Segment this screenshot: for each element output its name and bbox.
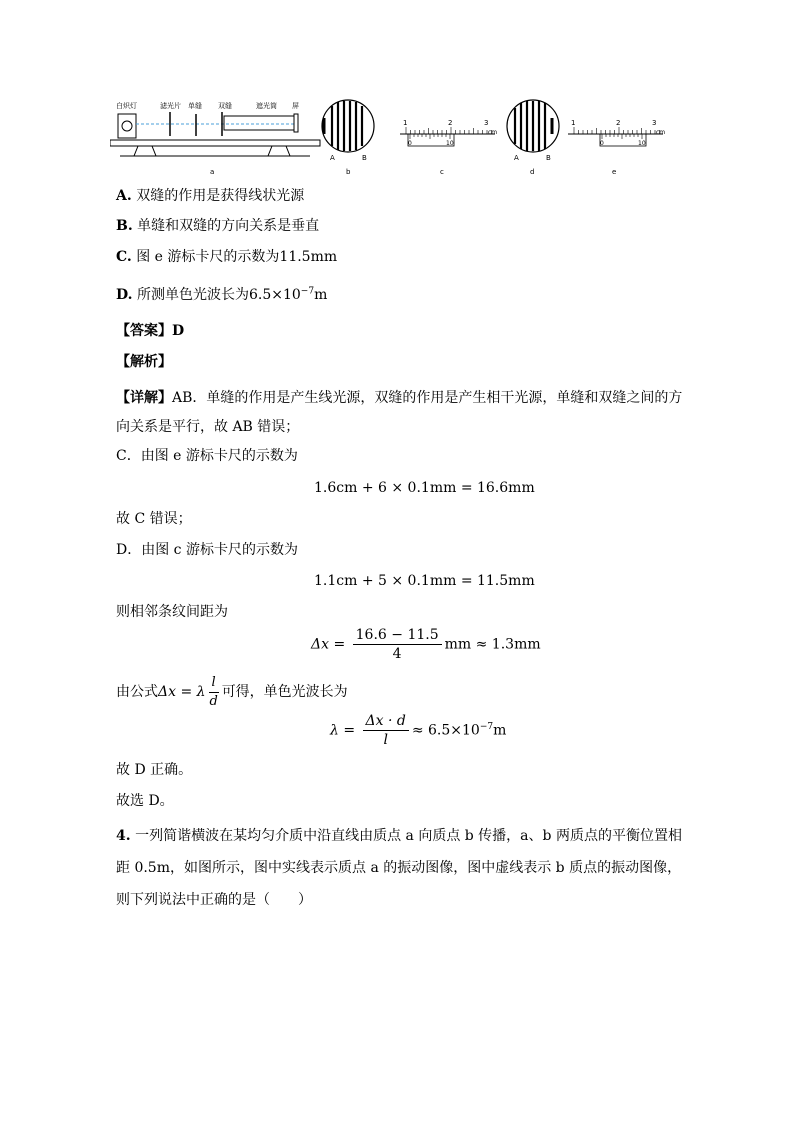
svg-text:2: 2 [616,119,621,127]
c-equation: 1.6cm + 6 × 0.1mm = 16.6mm [314,480,535,496]
figure-b-fringes [322,100,374,176]
svg-text:10: 10 [638,140,646,147]
svg-text:2: 2 [448,119,453,127]
mark-d-A: A [514,154,519,162]
analysis-heading: 【解析】 [116,354,172,370]
caption-a: a [210,168,215,176]
label-tube: 遮光筒 [256,102,277,110]
lamp-bulb-icon [122,121,132,131]
c-conclusion: 故 C 错误； [116,511,192,527]
c-intro: C．由图 e 游标卡尺的示数为 [116,448,298,464]
svg-text:0: 0 [408,140,412,147]
svg-text:3: 3 [652,119,657,127]
option-b: B. 单缝和双缝的方向关系是垂直 [116,218,320,234]
option-d: D. 所测单色光波长为$6.5\times 10^{-7}m$ [116,286,328,303]
label-screen: 屏 [292,102,299,110]
caption-e: e [612,168,617,176]
svg-text:cm: cm [656,129,666,136]
figure-d-fringes [507,100,559,176]
detail-ab: 【详解】AB．单缝的作用是产生线光源，双缝的作用是产生相干光源，单缝和双缝之间的方向关系是平行，故 AB 错误； [116,390,683,435]
label-double-slit: 双缝 [218,102,232,110]
mark-b-B: B [362,154,367,162]
d-conclusion: 故 D 正确。 [116,762,193,778]
figure-a-apparatus [110,101,320,176]
figure-e-vernier [568,119,665,176]
bench-rail [110,140,320,146]
option-a: A. 双缝的作用是获得线状光源 [116,188,305,204]
svg-text:1: 1 [571,119,576,127]
d-equation: 1.1cm + 5 × 0.1mm = 11.5mm [314,573,535,589]
svg-text:cm: cm [488,129,498,136]
option-c: C. 图 e 游标卡尺的示数为11.5mm [116,249,338,265]
figure-c-vernier [400,119,497,176]
svg-text:10: 10 [446,140,454,147]
spacing-equation: Δx = $\frac{16.6 - 11.5}{4}$ mm ≈ 1.3mm [311,627,541,662]
lamp-housing [118,114,136,138]
final-answer: 故选 D。 [116,793,174,809]
wavelength-equation: λ = $\frac{\Delta x \cdot d}{l}$ ≈ $6.5\times 10^{-7}m$ [330,713,507,748]
label-single-slit: 单缝 [188,102,202,110]
label-filter: 滤光片 [160,102,181,110]
svg-text:0: 0 [600,140,604,147]
svg-text:3: 3 [484,119,489,127]
mark-b-A: A [330,154,335,162]
spacing-intro: 则相邻条纹间距为 [116,604,228,620]
caption-c: c [440,168,444,176]
caption-d: d [530,168,535,176]
tube [224,116,294,130]
formula-line: 由公式Δx = λ $\frac{l}{d}$ 可得，单色光波长为 [116,674,348,709]
d-intro: D．由图 c 游标卡尺的示数为 [116,542,298,558]
caption-b: b [346,168,351,176]
answer: 【答案】D [116,323,185,339]
question-4: 4. 一列简谐横波在某均匀介质中沿直线由质点 a 向质点 b 传播，a、b 两质点的平衡位置相距 0.5m，如图所示，图中实线表示质点 a 的振动图像，图中虚线表示 b 质点的振动图像，则下列说法中正确的是（ ） [116,828,682,908]
svg-text:1: 1 [403,119,408,127]
label-lamp: 白炽灯 [116,102,137,110]
mark-d-B: B [546,154,551,162]
experiment-figure [110,96,670,178]
